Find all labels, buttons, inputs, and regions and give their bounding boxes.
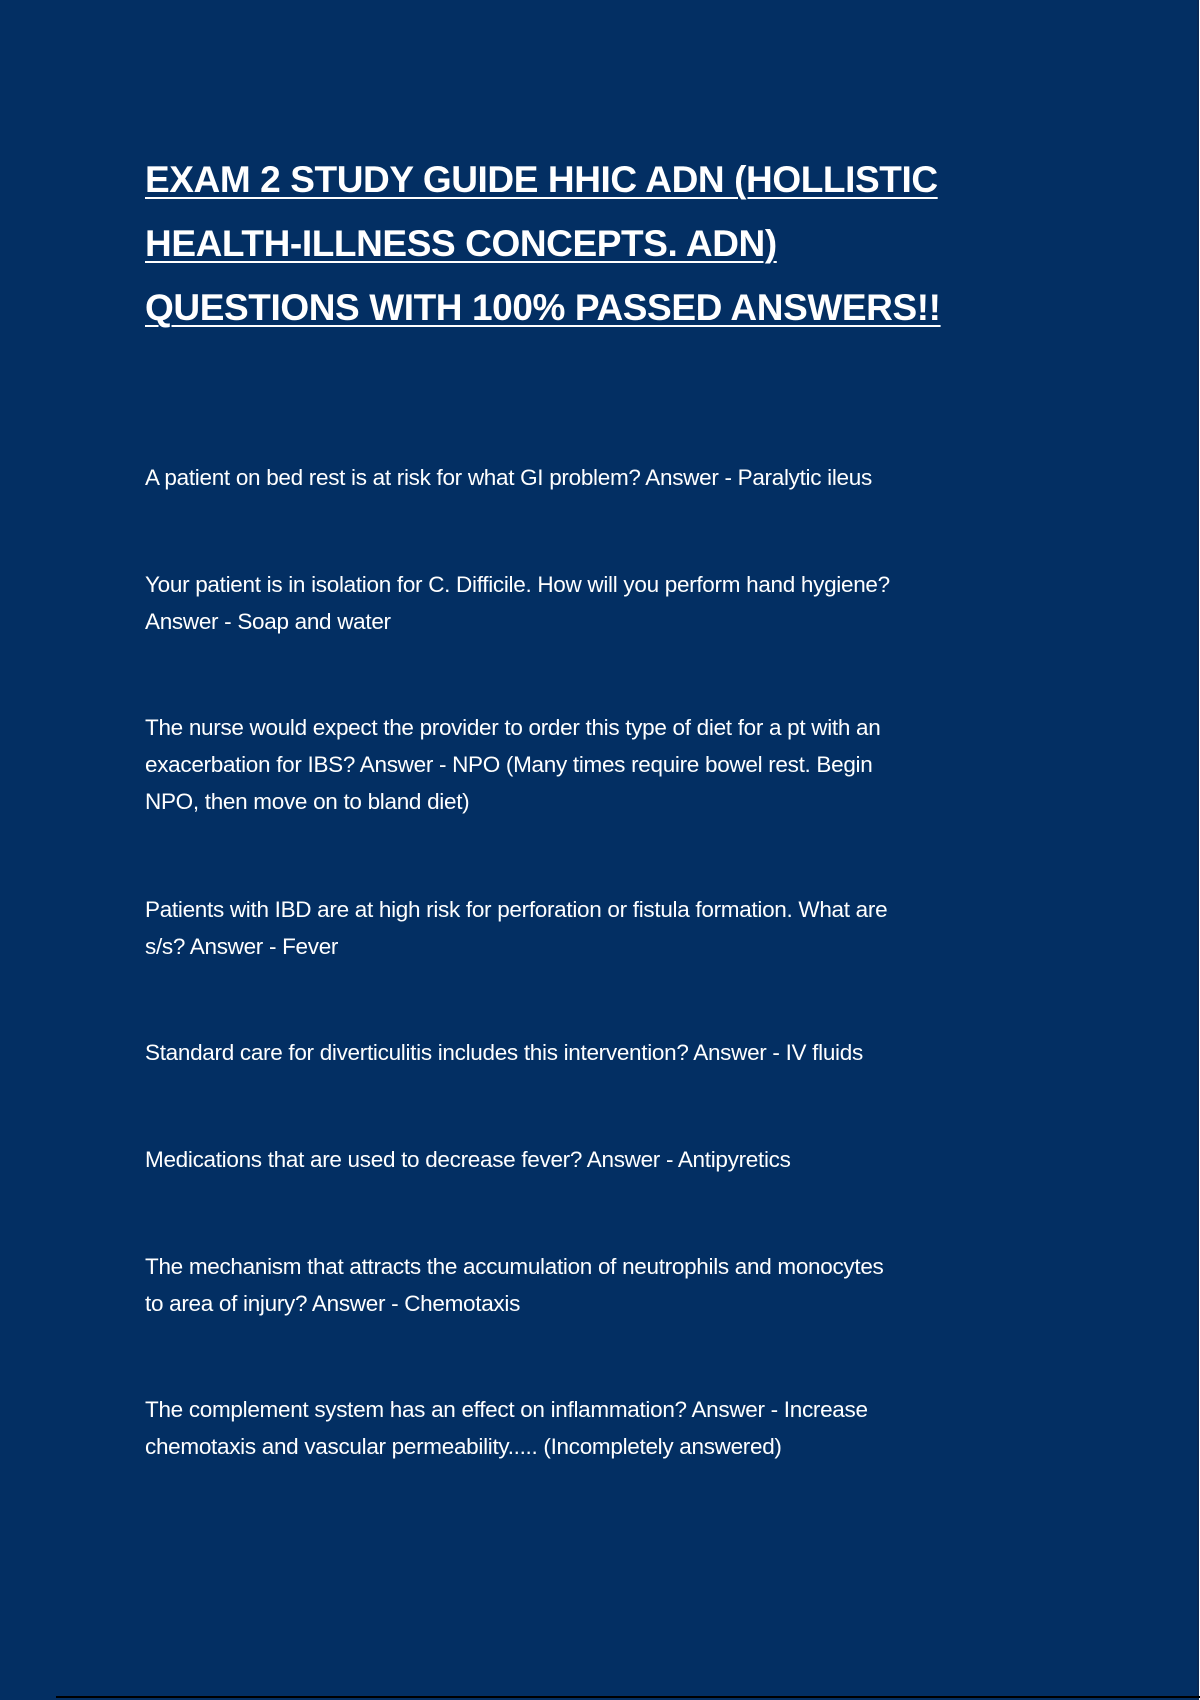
- title-line: EXAM 2 STUDY GUIDE HHIC ADN (HOLLISTIC: [145, 159, 938, 200]
- question-item: [145, 1141, 1045, 1178]
- question-text-line: exacerbation for IBS? Answer - NPO (Many times require bowel rest. Begin: [145, 752, 873, 777]
- document-content: [145, 148, 1045, 340]
- question-item: [145, 459, 1045, 496]
- question-text-line: Your patient is in isolation for C. Difficile. How will you perform hand hygiene?: [145, 572, 890, 597]
- title-line: QUESTIONS WITH 100% PASSED ANSWERS!!: [145, 287, 941, 328]
- question-item: [145, 709, 1045, 820]
- title-line: HEALTH-ILLNESS CONCEPTS. ADN): [145, 223, 777, 264]
- question-item: [145, 1034, 1045, 1071]
- document-title: [145, 148, 1045, 340]
- question-item: [145, 1248, 1045, 1322]
- question-item: [145, 891, 1045, 965]
- question-text-line: to area of injury? Answer - Chemotaxis: [145, 1291, 521, 1316]
- question-item: [145, 566, 1045, 640]
- question-text-line: Answer - Soap and water: [145, 609, 391, 634]
- question-text-line: The mechanism that attracts the accumulation of neutrophils and monocytes: [145, 1254, 884, 1279]
- question-text-line: chemotaxis and vascular permeability..... (Incompletely answered): [145, 1434, 782, 1459]
- question-text-line: Patients with IBD are at high risk for perforation or fistula formation. What are: [145, 897, 888, 922]
- page-bottom-rule: [56, 1696, 1200, 1698]
- question-text-line: A patient on bed rest is at risk for what GI problem? Answer - Paralytic ileus: [145, 465, 872, 490]
- question-text-line: The complement system has an effect on inflammation? Answer - Increase: [145, 1397, 868, 1422]
- question-text-line: The nurse would expect the provider to order this type of diet for a pt with an: [145, 715, 881, 740]
- question-text-line: Medications that are used to decrease fever? Answer - Antipyretics: [145, 1147, 791, 1172]
- question-text-line: s/s? Answer - Fever: [145, 934, 339, 959]
- page-edge: [1197, 0, 1199, 1700]
- question-text-line: Standard care for diverticulitis includes this intervention? Answer - IV fluids: [145, 1040, 863, 1065]
- question-text-line: NPO, then move on to bland diet): [145, 789, 470, 814]
- question-item: [145, 1391, 1045, 1465]
